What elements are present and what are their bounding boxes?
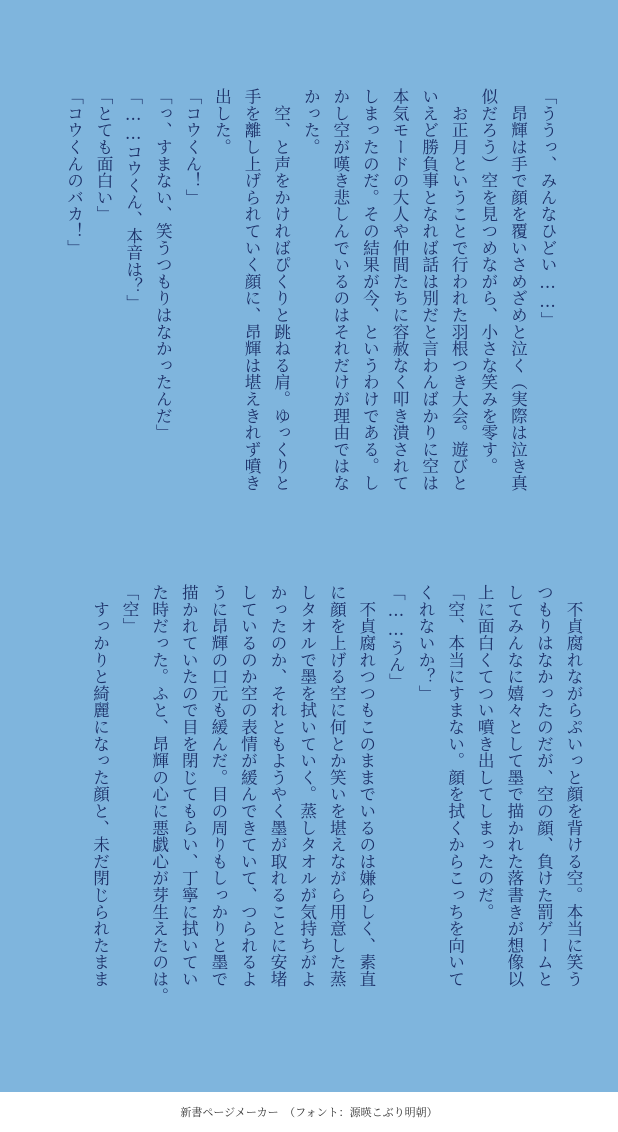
text-line: た時だった。ふと、昂輝の心に悪戯心が芽生えたのは。 bbox=[149, 584, 169, 1004]
text-line: 「……コウくん、本音は？」 bbox=[123, 88, 143, 312]
text-line: しまったのだ。その結果が今、というわけである。し bbox=[360, 88, 380, 492]
text-line: 描かれていたので目を閉じてもらい、丁寧に拭いてい bbox=[179, 584, 199, 988]
text-line: しているのか空の表情が緩んできていて、つられるよ bbox=[238, 584, 258, 988]
text-line: 出した。 bbox=[212, 88, 232, 156]
footer-text: 新書ページメーカー （フォント：源暎こぶり明朝） bbox=[180, 1106, 438, 1119]
text-line: うに昂輝の口元も緩んだ。目の周りもしっかりと墨で bbox=[208, 584, 228, 988]
text-line: 手を離し上げられていく顔に、昂輝は堪えきれず噴き bbox=[242, 88, 262, 492]
text-line: に顔を上げる空に何とか笑いを堪えながら用意した蒸 bbox=[327, 584, 347, 988]
text-line: 似だろう）空を見つめながら、小さな笑みを零す。 bbox=[478, 88, 498, 475]
text-block-top bbox=[52, 88, 562, 538]
text-line: してみんなに嬉々として墨で描かれた落書きが想像以 bbox=[504, 584, 524, 988]
text-line: 本気モードの大人や仲間たちに容赦なく叩き潰されて bbox=[390, 88, 410, 492]
text-line: かったのか、それともようやく墨が取れることに安堵 bbox=[268, 584, 288, 988]
text-block-bottom bbox=[48, 584, 588, 1034]
text-line: かった。 bbox=[301, 88, 321, 156]
text-line: 上に面白くてつい噴き出してしまったのだ。 bbox=[475, 584, 495, 920]
text-line: くれないか？」 bbox=[416, 584, 436, 702]
text-line: 不貞腐れつつもこのままでいるのは嫌らしく、素直 bbox=[356, 584, 376, 988]
text-line: 不貞腐れながらぷいっと顔を背ける空。本当に笑う bbox=[564, 584, 583, 988]
text-line: 「とても面白い」 bbox=[94, 88, 114, 223]
text-line: かし空が嘆き悲しんでいるのはそれだけが理由ではな bbox=[330, 88, 350, 492]
text-line: つもりはなかったのだが、空の顔、負けた罰ゲームと bbox=[534, 584, 554, 988]
text-line: しタオルで墨を拭いていく。蒸しタオルが気持ちがよ bbox=[297, 584, 317, 988]
text-line: 昂輝は手で顔を覆いさめざめと泣く（実際は泣き真 bbox=[508, 88, 528, 492]
footer-credit bbox=[0, 1092, 618, 1132]
text-line: 「コウくん！」 bbox=[182, 88, 202, 206]
text-line: 「空」 bbox=[120, 584, 140, 635]
text-line: すっかりと綺麗になった顔と、未だ閉じられたまま bbox=[90, 584, 110, 988]
text-line: 「……うん」 bbox=[386, 584, 406, 690]
text-line: 「空、本当にすまない。顔を拭くからこっちを向いて bbox=[445, 584, 465, 988]
text-line: 空、と声をかければぴくりと跳ねる肩。ゆっくりと bbox=[271, 88, 291, 492]
text-line: いえど勝負事となれば話は別だと言わんばかりに空は bbox=[419, 88, 439, 492]
text-line: 「ううっ、みんなひどい……」 bbox=[538, 88, 557, 328]
text-line: お正月ということで行われた羽根つき大会。遊びと bbox=[449, 88, 469, 492]
text-line: 「コウくんのバカ！」 bbox=[64, 88, 84, 256]
text-line: 「っ、すまない、笑うつもりはなかったんだ」 bbox=[153, 88, 173, 441]
